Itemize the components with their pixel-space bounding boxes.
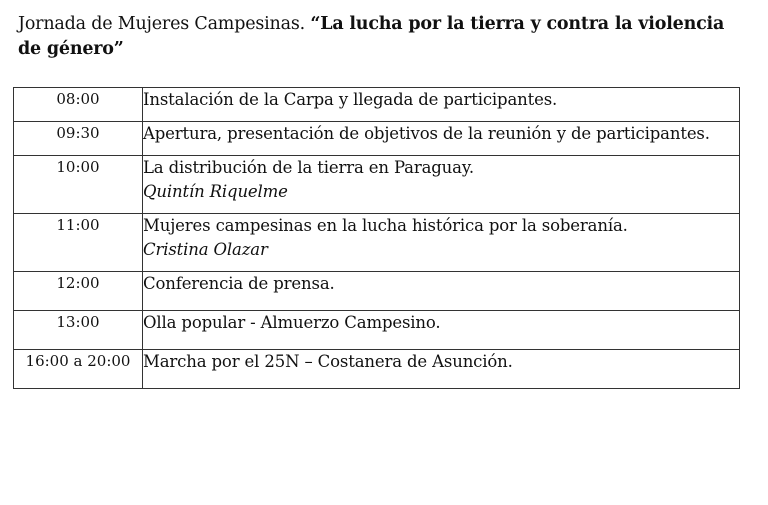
time-cell: 10:00 (14, 156, 143, 214)
table-row (14, 350, 740, 389)
activity-text: Mujeres campesinas en la lucha histórica por la soberanía. (143, 216, 628, 235)
activity-text: La distribución de la tierra en Paraguay. (143, 158, 474, 177)
schedule-table (13, 87, 740, 389)
table-row (14, 272, 740, 311)
title-quote: “La lucha por la tierra y contra la violencia de género” (18, 14, 725, 59)
table-row (14, 156, 740, 214)
time-cell: 09:30 (14, 122, 143, 156)
title-lead: Jornada de Mujeres Campesinas. (18, 14, 305, 34)
time-cell: 08:00 (14, 88, 143, 122)
activity-text: Conferencia de prensa. (143, 274, 335, 293)
activity-text: Instalación de la Carpa y llegada de participantes. (143, 90, 558, 109)
table-row (14, 122, 740, 156)
time-cell: 12:00 (14, 272, 143, 311)
activity-text: Marcha por el 25N – Costanera de Asunción. (143, 352, 513, 371)
activity-cell (143, 214, 740, 272)
table-row (14, 311, 740, 350)
activity-text: Apertura, presentación de objetivos de la reunión y de participantes. (143, 124, 710, 143)
document-title (18, 12, 748, 62)
speaker-name: Quintín Riquelme (143, 182, 288, 201)
activity-cell (143, 311, 740, 350)
activity-cell (143, 156, 740, 214)
time-cell: 11:00 (14, 214, 143, 272)
activity-cell (143, 122, 740, 156)
activity-cell (143, 272, 740, 311)
speaker-name: Cristina Olazar (143, 240, 268, 259)
activity-cell (143, 350, 740, 389)
activity-text: Olla popular - Almuerzo Campesino. (143, 313, 441, 332)
activity-cell (143, 88, 740, 122)
time-cell: 13:00 (14, 311, 143, 350)
table-row (14, 214, 740, 272)
time-cell: 16:00 a 20:00 (14, 350, 143, 389)
table-row (14, 88, 740, 122)
